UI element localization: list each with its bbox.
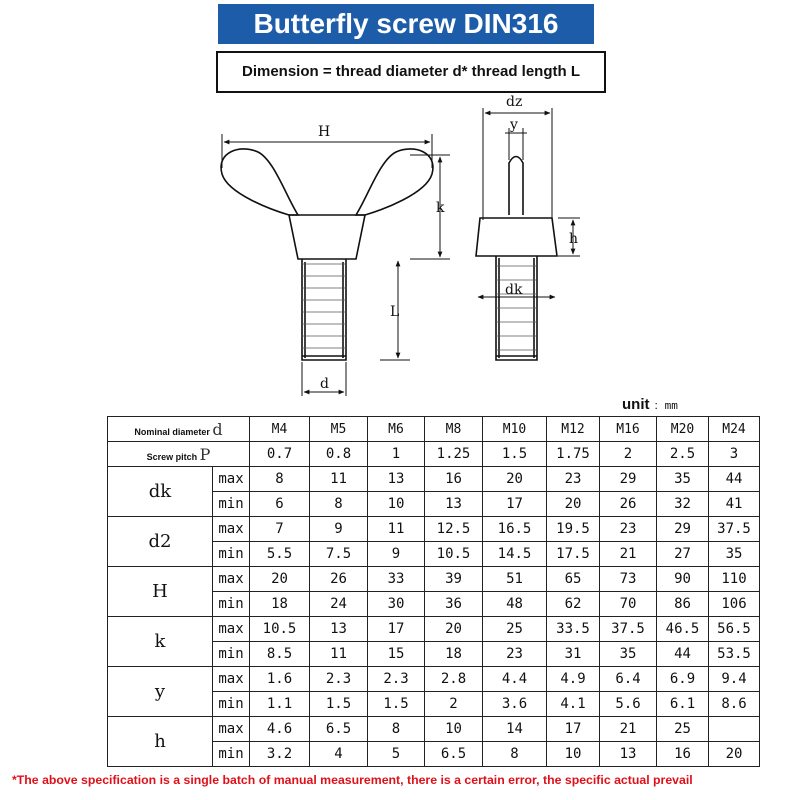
- table-cell: 6.9: [657, 667, 709, 692]
- screw-pitch-label: [108, 442, 250, 467]
- table-cell: 4.1: [547, 692, 600, 717]
- table-cell: 37.5: [600, 617, 657, 642]
- label-d2: dz: [506, 95, 523, 110]
- table-cell: 13: [600, 742, 657, 767]
- front-head: [289, 215, 365, 259]
- table-cell: 4.9: [547, 667, 600, 692]
- size-header: M8: [425, 417, 483, 442]
- label-y: y: [510, 117, 518, 133]
- size-header: M5: [310, 417, 368, 442]
- table-cell: 11: [310, 467, 368, 492]
- table-cell: 30: [368, 592, 425, 617]
- row-d2-max: [108, 517, 760, 542]
- nominal-label-text: Nominal diameter: [134, 426, 210, 437]
- table-cell: 5: [368, 742, 425, 767]
- label-d: d: [320, 376, 329, 392]
- table-cell: 35: [709, 542, 760, 567]
- table-cell: 29: [600, 467, 657, 492]
- table-cell: 17.5: [547, 542, 600, 567]
- table-cell: 6.5: [425, 742, 483, 767]
- limit-label: min: [213, 642, 250, 667]
- table-cell: 48: [483, 592, 547, 617]
- table-cell: 2.8: [425, 667, 483, 692]
- table-cell: 44: [709, 467, 760, 492]
- table-cell: 46.5: [657, 617, 709, 642]
- dimension-note: Dimension = thread diameter d* thread length L: [216, 51, 606, 93]
- limit-label: max: [213, 517, 250, 542]
- row-H-max: [108, 567, 760, 592]
- table-cell: 10: [547, 742, 600, 767]
- front-shank: [302, 259, 346, 360]
- pitch-label-text: Screw pitch: [146, 451, 198, 462]
- size-header: M10: [483, 417, 547, 442]
- table-cell: 8: [483, 742, 547, 767]
- table-cell: 32: [657, 492, 709, 517]
- table-cell: 1.5: [368, 692, 425, 717]
- table-cell: 51: [483, 567, 547, 592]
- table-cell: 11: [310, 642, 368, 667]
- label-L: L: [390, 304, 400, 320]
- pitch-value: 0.7: [250, 442, 310, 467]
- table-cell: 18: [250, 592, 310, 617]
- table-cell: 6.4: [600, 667, 657, 692]
- table-cell: 20: [250, 567, 310, 592]
- table-cell: 7.5: [310, 542, 368, 567]
- table-cell: 13: [310, 617, 368, 642]
- table-cell: 39: [425, 567, 483, 592]
- table-cell: 9: [368, 542, 425, 567]
- page-title: Butterfly screw DIN316: [218, 4, 594, 44]
- table-cell: 13: [368, 467, 425, 492]
- limit-label: max: [213, 617, 250, 642]
- table-cell: 23: [600, 517, 657, 542]
- label-k: k: [436, 200, 445, 216]
- param-label-k: k: [108, 617, 213, 667]
- row-y-max: [108, 667, 760, 692]
- spec-table: [107, 416, 760, 767]
- table-cell: 14.5: [483, 542, 547, 567]
- limit-label: min: [213, 492, 250, 517]
- size-header: M20: [657, 417, 709, 442]
- table-cell: 18: [425, 642, 483, 667]
- table-cell: 1.1: [250, 692, 310, 717]
- table-cell: 6.1: [657, 692, 709, 717]
- limit-label: max: [213, 667, 250, 692]
- table-cell: 16: [657, 742, 709, 767]
- table-cell: 33.5: [547, 617, 600, 642]
- table-cell: 17: [483, 492, 547, 517]
- table-cell: 7: [250, 517, 310, 542]
- table-cell: 2: [425, 692, 483, 717]
- limit-label: max: [213, 467, 250, 492]
- table-cell: 8.6: [709, 692, 760, 717]
- pitch-value: 0.8: [310, 442, 368, 467]
- table-cell: 44: [657, 642, 709, 667]
- row-dk-max: [108, 467, 760, 492]
- label-dk: dk: [505, 282, 523, 298]
- table-cell: 15: [368, 642, 425, 667]
- table-cell: 6.5: [310, 717, 368, 742]
- pitch-symbol: P: [199, 444, 211, 464]
- table-cell: 17: [368, 617, 425, 642]
- table-cell: 16: [425, 467, 483, 492]
- table-cell: 106: [709, 592, 760, 617]
- table-cell: 8.5: [250, 642, 310, 667]
- label-H: H: [318, 124, 331, 140]
- param-label-H: H: [108, 567, 213, 617]
- table-cell: 35: [657, 467, 709, 492]
- table-cell: 110: [709, 567, 760, 592]
- left-wing: [221, 149, 298, 215]
- size-header: M24: [709, 417, 760, 442]
- row-screw-pitch: [108, 442, 760, 467]
- limit-label: min: [213, 592, 250, 617]
- label-h: h: [569, 231, 579, 247]
- table-cell: 90: [657, 567, 709, 592]
- table-cell: 13: [425, 492, 483, 517]
- table-cell: 31: [547, 642, 600, 667]
- limit-label: max: [213, 567, 250, 592]
- table-cell: 53.5: [709, 642, 760, 667]
- pitch-value: 2: [600, 442, 657, 467]
- wing-screw-drawing: [0, 95, 800, 400]
- nominal-diameter-label: [108, 417, 250, 442]
- table-cell: 35: [600, 642, 657, 667]
- table-cell: 26: [600, 492, 657, 517]
- pitch-value: 1: [368, 442, 425, 467]
- table-cell: 8: [310, 492, 368, 517]
- param-label-d2: d2: [108, 517, 213, 567]
- limit-label: min: [213, 692, 250, 717]
- table-cell: 26: [310, 567, 368, 592]
- table-cell: [709, 717, 760, 742]
- pitch-value: 1.75: [547, 442, 600, 467]
- size-header: M12: [547, 417, 600, 442]
- table-cell: 16.5: [483, 517, 547, 542]
- row-nominal-diameter: [108, 417, 760, 442]
- table-cell: 36: [425, 592, 483, 617]
- limit-label: min: [213, 742, 250, 767]
- table-cell: 65: [547, 567, 600, 592]
- size-header: M16: [600, 417, 657, 442]
- table-cell: 25: [657, 717, 709, 742]
- table-cell: 10.5: [425, 542, 483, 567]
- side-wing: [509, 157, 523, 216]
- table-cell: 21: [600, 717, 657, 742]
- table-cell: 19.5: [547, 517, 600, 542]
- table-cell: 73: [600, 567, 657, 592]
- table-cell: 20: [709, 742, 760, 767]
- table-cell: 10: [368, 492, 425, 517]
- table-cell: 14: [483, 717, 547, 742]
- table-cell: 37.5: [709, 517, 760, 542]
- table-cell: 70: [600, 592, 657, 617]
- table-cell: 23: [483, 642, 547, 667]
- table-cell: 1.5: [310, 692, 368, 717]
- table-cell: 25: [483, 617, 547, 642]
- table-cell: 33: [368, 567, 425, 592]
- table-cell: 21: [600, 542, 657, 567]
- limit-label: min: [213, 542, 250, 567]
- table-cell: 23: [547, 467, 600, 492]
- table-cell: 5.5: [250, 542, 310, 567]
- table-cell: 9.4: [709, 667, 760, 692]
- table-cell: 20: [483, 467, 547, 492]
- table-cell: 10.5: [250, 617, 310, 642]
- table-cell: 4: [310, 742, 368, 767]
- footnote: *The above specification is a single batch of manual measurement, there is a certain error, the specific actual prevail: [12, 773, 693, 787]
- right-wing: [356, 149, 433, 215]
- limit-label: max: [213, 717, 250, 742]
- nominal-symbol: d: [212, 419, 223, 439]
- table-cell: 11: [368, 517, 425, 542]
- table-cell: 12.5: [425, 517, 483, 542]
- param-label-dk: dk: [108, 467, 213, 517]
- side-head: [476, 218, 557, 256]
- table-cell: 4.6: [250, 717, 310, 742]
- size-header: M6: [368, 417, 425, 442]
- table-cell: 1.6: [250, 667, 310, 692]
- pitch-value: 2.5: [657, 442, 709, 467]
- table-cell: 20: [425, 617, 483, 642]
- unit-label: unit ：mm: [622, 396, 678, 413]
- table-cell: 4.4: [483, 667, 547, 692]
- row-h-max: [108, 717, 760, 742]
- table-cell: 24: [310, 592, 368, 617]
- table-cell: 17: [547, 717, 600, 742]
- table-cell: 10: [425, 717, 483, 742]
- table-cell: 20: [547, 492, 600, 517]
- table-cell: 8: [368, 717, 425, 742]
- table-cell: 8: [250, 467, 310, 492]
- table-cell: 62: [547, 592, 600, 617]
- table-cell: 27: [657, 542, 709, 567]
- table-cell: 2.3: [310, 667, 368, 692]
- table-cell: 86: [657, 592, 709, 617]
- table-cell: 9: [310, 517, 368, 542]
- table-cell: 2.3: [368, 667, 425, 692]
- table-cell: 3.2: [250, 742, 310, 767]
- param-label-y: y: [108, 667, 213, 717]
- size-header: M4: [250, 417, 310, 442]
- param-label-h: h: [108, 717, 213, 767]
- pitch-value: 3: [709, 442, 760, 467]
- table-cell: 6: [250, 492, 310, 517]
- pitch-value: 1.25: [425, 442, 483, 467]
- table-cell: 5.6: [600, 692, 657, 717]
- pitch-value: 1.5: [483, 442, 547, 467]
- table-cell: 29: [657, 517, 709, 542]
- table-cell: 3.6: [483, 692, 547, 717]
- table-cell: 56.5: [709, 617, 760, 642]
- row-k-max: [108, 617, 760, 642]
- table-cell: 41: [709, 492, 760, 517]
